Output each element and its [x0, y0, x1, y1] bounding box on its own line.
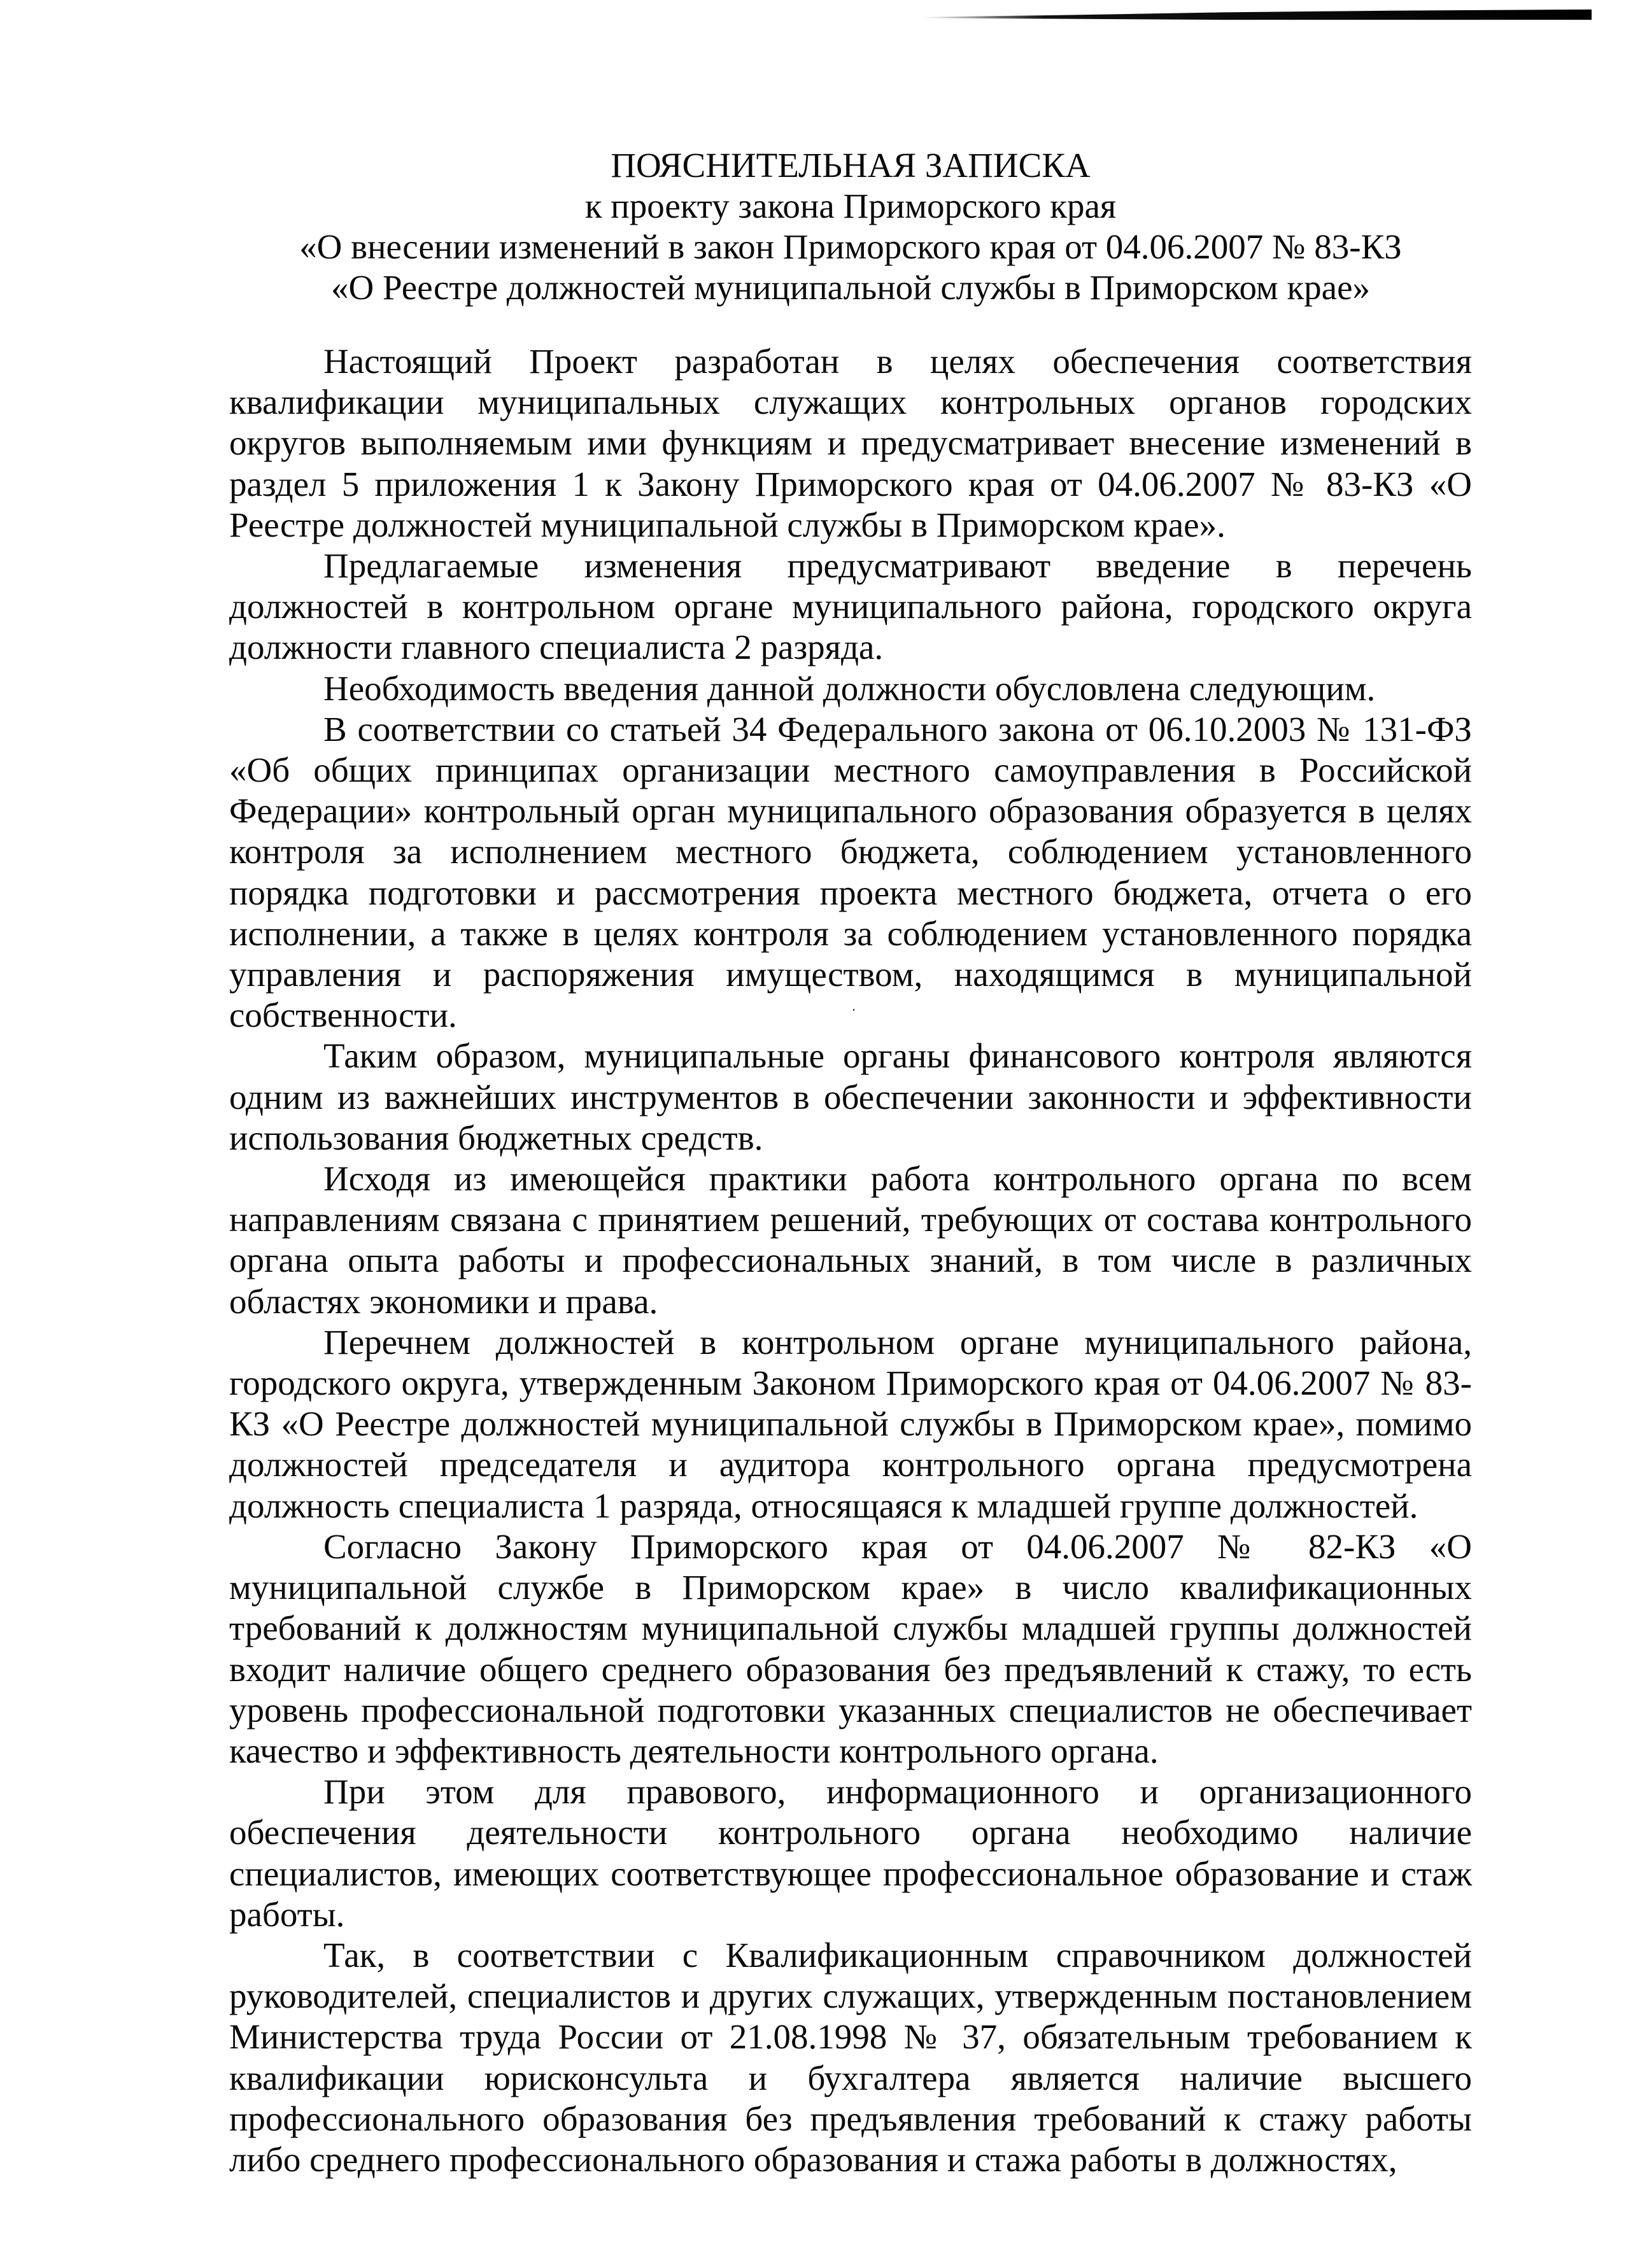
document-subtitle: к проекту закона Приморского края [584, 187, 1117, 225]
document-title: ПОЯСНИТЕЛЬНАЯ ЗАПИСКА [611, 146, 1091, 185]
document-page [229, 145, 1472, 2180]
paragraph: Необходимость введения данной должности обусловлена следующим. [323, 668, 1376, 708]
paragraph: Исходя из имеющейся практики работа контрольного органа по всем направлениям связана с принятием решений, требующих от состава контрольного органа опыта работы и профессиональных знаний, в том числе в различных областях экономики и права. [229, 1159, 1472, 1321]
scan-edge-artifact [923, 9, 1592, 20]
law-title-line-2: «О Реестре должностей муниципальной службы в Приморском крае» [330, 268, 1371, 307]
paragraph: При этом для правового, информационного и организационного обеспечения деятельности контрольного органа необходимо наличие специалистов, имеющих соответствующее профессиональное образование и стаж работы. [229, 1772, 1472, 1934]
paragraph: Таким образом, муниципальные органы финансового контроля являются одним из важнейших инструментов в обеспечении законности и эффективности использования бюджетных средств. [229, 1036, 1472, 1157]
paragraph: Перечнем должностей в контрольном органе муниципального района, городского округа, утвержденным Законом Приморского края от 04.06.2007 № 83-КЗ «О Реестре должностей муниципальной службы в Приморском крае», помимо должностей председателя и аудитора контрольного органа предусмотрена должность специалиста 1 разряда, относящаяся к младшей группе должностей. [229, 1322, 1472, 1525]
document-body [229, 341, 1472, 2180]
paragraph: Так, в соответствии с Квалификационным справочником должностей руководителей, специалистов и других служащих, утвержденным постановлением Министерства труда России от 21.08.1998 № 37, обязательным требованием к квалификации юрисконсульта и бухгалтера является наличие высшего профессионального образования без предъявления требований к стажу работы либо среднего профессионального образования и стажа работы в должностях, [229, 1935, 1472, 2179]
paragraph: Настоящий Проект разработан в целях обеспечения соответствия квалификации муниципальных служащих контрольных органов городских округов выполняемым ими функциям и предусматривает внесение изменений в раздел 5 приложения 1 к Закону Приморского края от 04.06.2007 № 83-КЗ «О Реестре должностей муниципальной службы в Приморском крае». [229, 342, 1472, 544]
paragraph: В соответствии со статьей 34 Федерального закона от 06.10.2003 № 131-ФЗ «Об общих принципах организации местного самоуправления в Российской Федерации» контрольный орган муниципального образования образуется в целях контроля за исполнением местного бюджета, соблюдением установленного порядка подготовки и рассмотрения проекта местного бюджета, отчета о его исполнении, а также в целях контроля за соблюдением установленного порядка управления и распоряжения имуществом, находящимся в муниципальной собственности. [229, 709, 1472, 1035]
paragraph: Согласно Закону Приморского края от 04.06.2007 № 82-КЗ «О муниципальной службе в Приморском крае» в число квалификационных требований к должностям муниципальной службы младшей группы должностей входит наличие общего среднего образования без предъявлений к стажу, то есть уровень профессиональной подготовки указанных специалистов не обеспечивает качество и эффективность деятельности контрольного органа. [229, 1526, 1472, 1770]
paragraph: Предлагаемые изменения предусматривают введение в перечень должностей в контрольном органе муниципального района, городского округа должности главного специалиста 2 разряда. [229, 546, 1472, 667]
law-title-line-1: «О внесении изменений в закон Приморского края от 04.06.2007 № 83-КЗ [299, 227, 1402, 266]
document-header [229, 145, 1472, 308]
